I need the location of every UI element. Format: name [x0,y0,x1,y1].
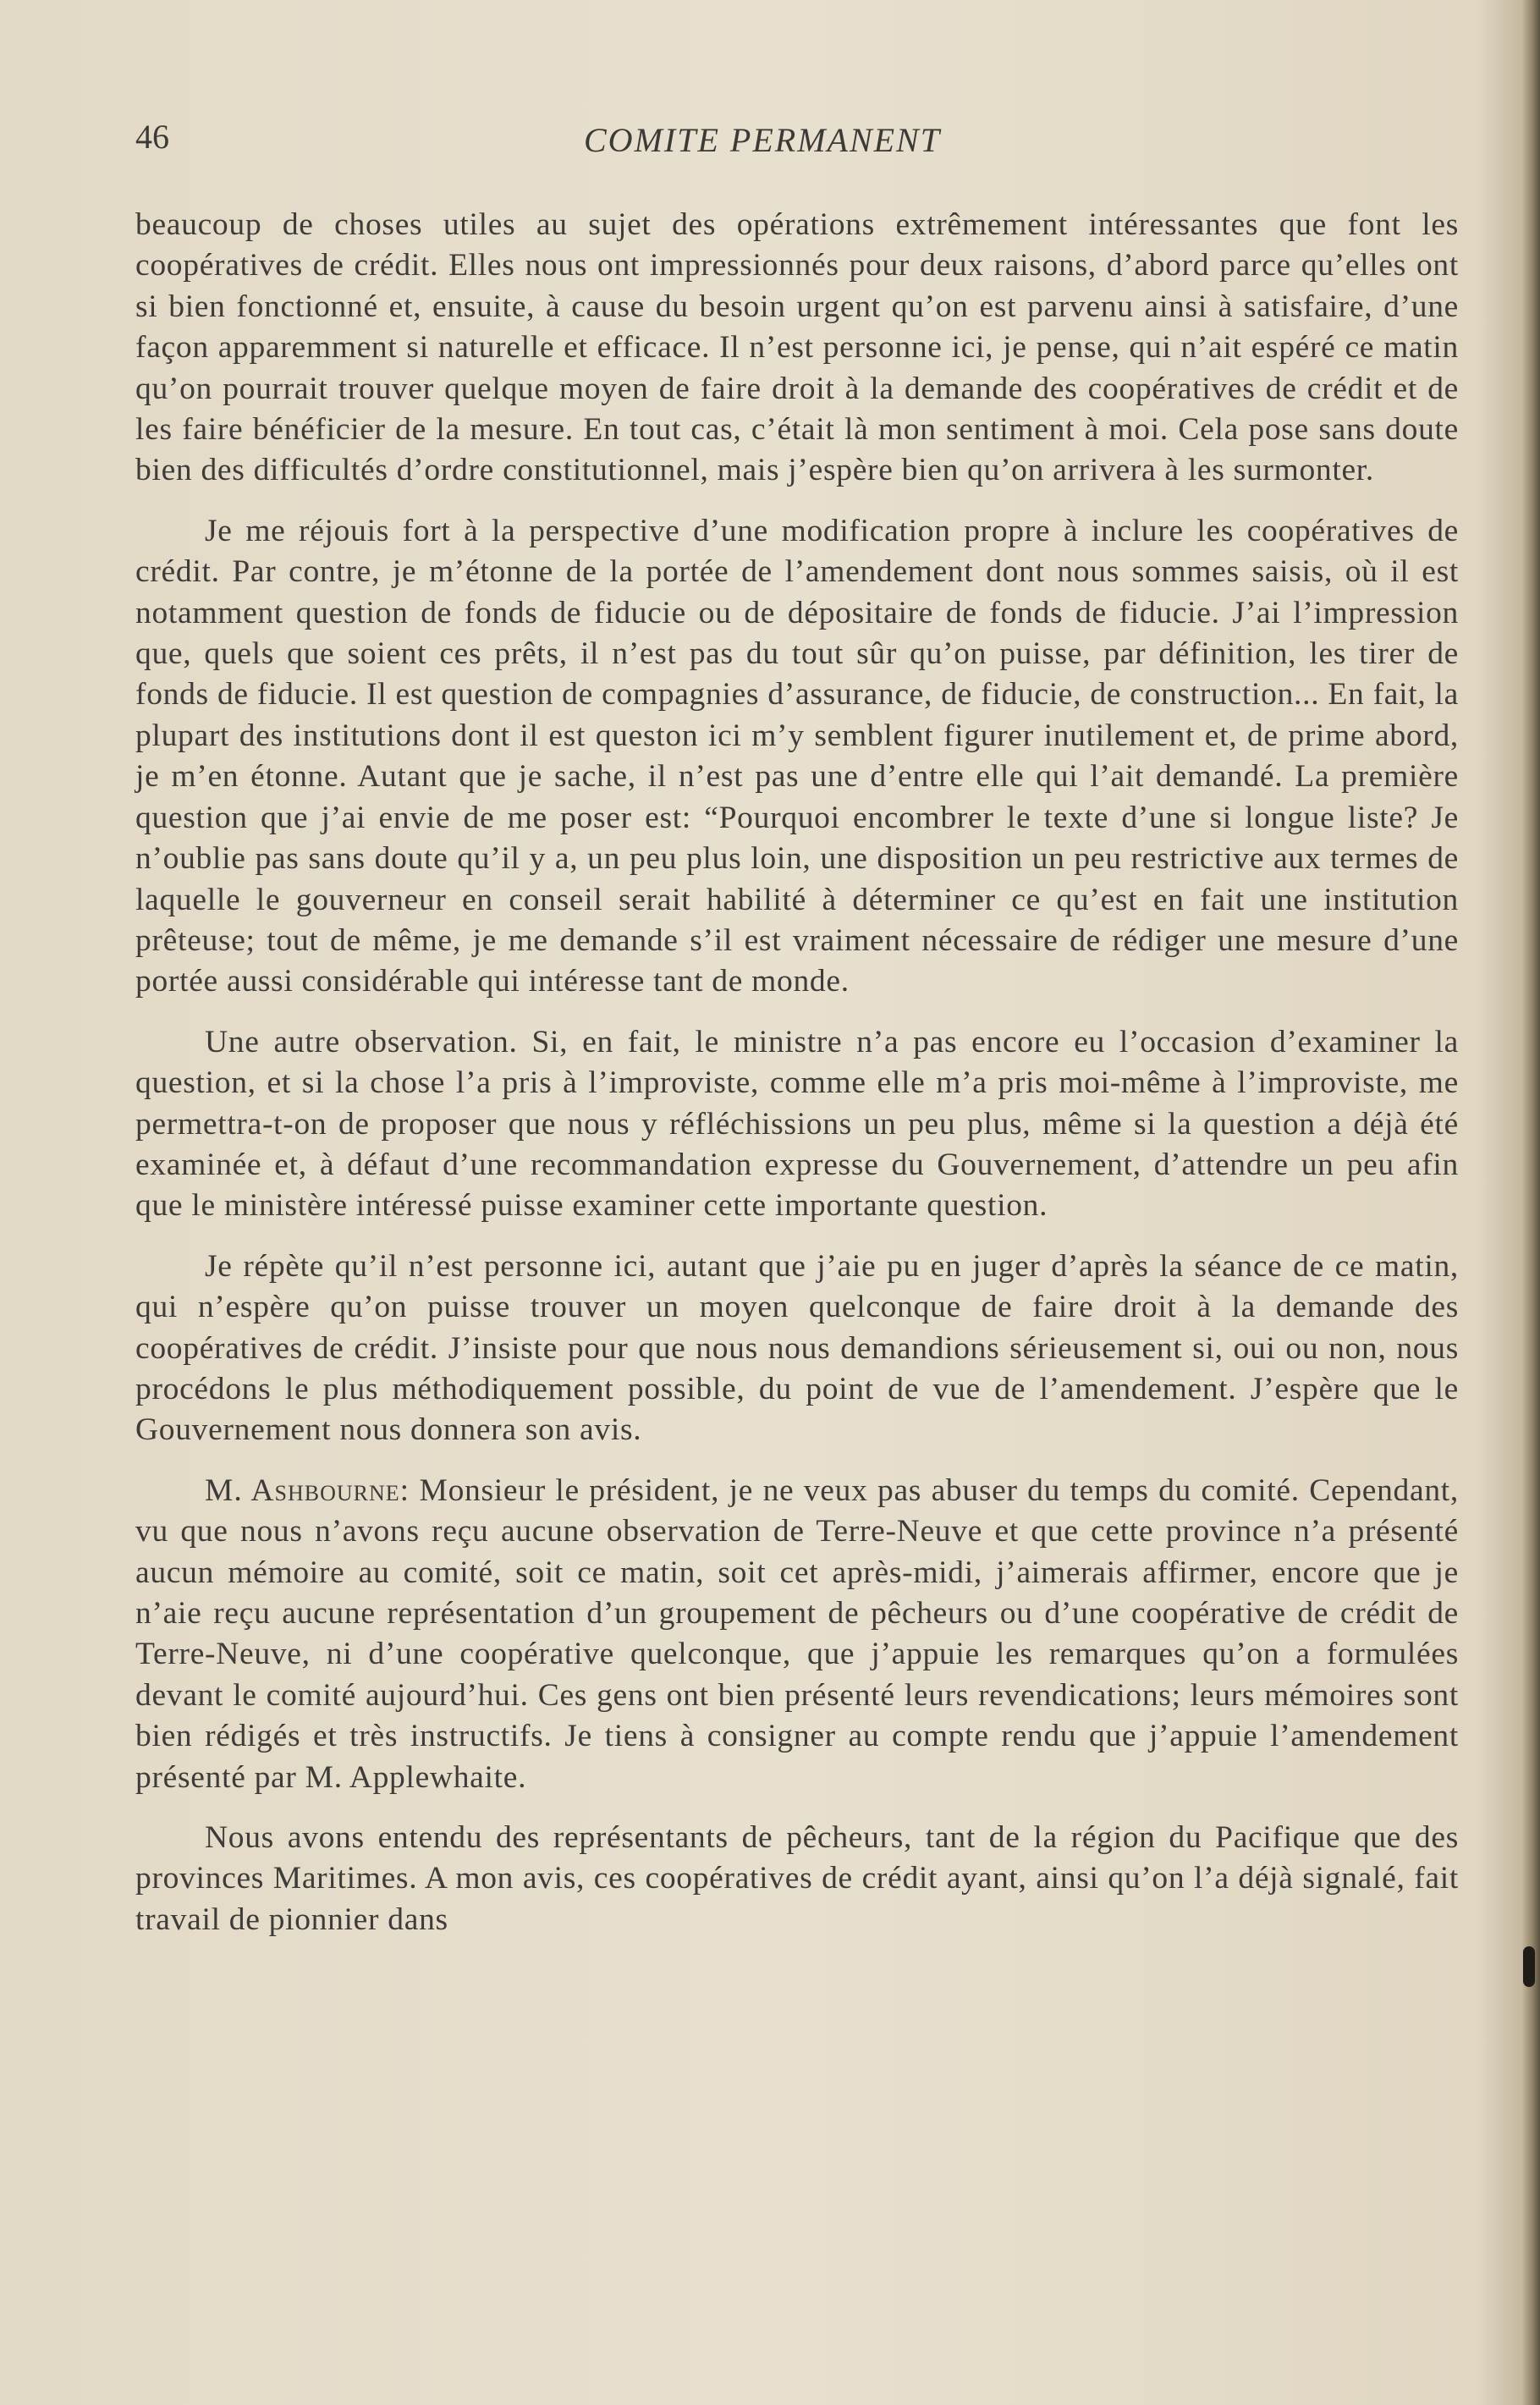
paragraph-5 [135,1471,1459,1798]
page-edge-shadow [1521,0,1540,2405]
speaker-name: M. Ashbourne: [205,1472,410,1508]
paragraph-6: Nous avons entendu des représentants de pêcheurs, tant de la région du Pacifique que des provinces Maritimes. A mon avis, ces coopératives de crédit ayant, ainsi qu’on l’a déjà signalé, fait travail de pionnier dans [135,1820,1459,1937]
paragraph-3: Une autre observation. Si, en fait, le ministre n’a pas encore eu l’occasion d’examiner la question, et si la chose l’a pris à l’improviste, comme elle m’a pris moi-même à l’improviste, me permettra-t-on de proposer que nous y réfléchissions un peu plus, même si la question a déjà été examinée et, à défaut d’une recommandation expresse du Gouvernement, d’attendre un peu afin que le ministère intéressé puisse examiner cette importante question. [135,1024,1459,1224]
binding-mark [1523,1946,1535,1987]
running-title: COMITE PERMANENT [584,121,941,159]
paragraph-4: Je répète qu’il n’est personne ici, autant que j’aie pu en juger d’après la séance de ce matin, qui n’espère qu’on puisse trouver un moyen quelconque de faire droit à la demande des coopératives de crédit. J’insiste pour que nous nous demandions sérieusement si, oui ou non, nous procédons le plus méthodiquement possible, du point de vue de l’amendement. J’espère que le Gouvernement nous donnera son avis. [135,1248,1459,1448]
page-header [135,117,1455,168]
paragraph-1: beaucoup de choses utiles au sujet des opérations extrêmement intéressantes que font les coopératives de crédit. Elles nous ont impressionnés pour deux raisons, d’abord parce qu’elles ont si bien fonctionné et, ensuite, à cause du besoin urgent qu’on est parvenu ainsi à satisfaire, d’une façon apparemment si naturelle et efficace. Il n’est personne ici, je pense, qui n’ait espéré ce matin qu’on pourrait trouver quelque moyen de faire droit à la demande des coopératives de crédit et de les faire bénéficier de la mesure. En tout cas, c’était là mon sentiment à moi. Cela pose sans doute bien des difficultés d’ordre constitutionnel, mais j’espère bien qu’on arrivera à les surmonter. [135,207,1459,488]
paragraph-5-text: Monsieur le président, je ne veux pas abuser du temps du comité. Cependant, vu que nous n’avons reçu aucune observation de Terre-Neuve et que cette province n’a présenté aucun mémoire au comité, soit ce matin, soit cet après-midi, j’aimerais affirmer, encore que je n’aie reçu aucune représentation d’un groupement de pêcheurs ou d’une coopérative de crédit de Terre-Neuve, ni d’une coopérative quelconque, que j’appuie les remarques qu’on a formulées devant le comité aujourd’hui. Ces gens ont bien présenté leurs revendications; leurs mémoires sont bien rédigés et très instructifs. Je tiens à consigner au compte rendu que j’appuie l’amendement présenté par M. Applewhaite. [135,1472,1459,1795]
body-text [135,205,1459,1960]
page-number: 46 [135,118,169,156]
paragraph-2: Je me réjouis fort à la perspective d’une modification propre à inclure les coopératives de crédit. Par contre, je m’étonne de la portée de l’amendement dont nous sommes saisis, où il est notamment question de fonds de fiducie ou de dépositaire de fonds de fiducie. J’ai l’impression que, quels que soient ces prêts, il n’est pas du tout sûr qu’on puisse, par définition, les tirer de fonds de fiducie. Il est question de compagnies d’assurance, de fiducie, de construction... En fait, la plupart des institutions dont il est queston ici m’y semblent figurer inutilement et, de prime abord, je m’en étonne. Autant que je sache, il n’est pas une d’entre elle qui l’ait demandé. La première question que j’ai envie de me poser est: “Pourquoi encombrer le texte d’une si longue liste? Je n’oublie pas sans doute qu’il y a, un peu plus loin, une disposition un peu restrictive aux termes de laquelle le gouverneur en conseil serait habilité à déterminer ce qu’est en fait une institution prêteuse; tout de même, je me demande s’il est vraiment nécessaire de rédiger une mesure d’une portée aussi considérable qui intéresse tant de monde. [135,513,1459,999]
